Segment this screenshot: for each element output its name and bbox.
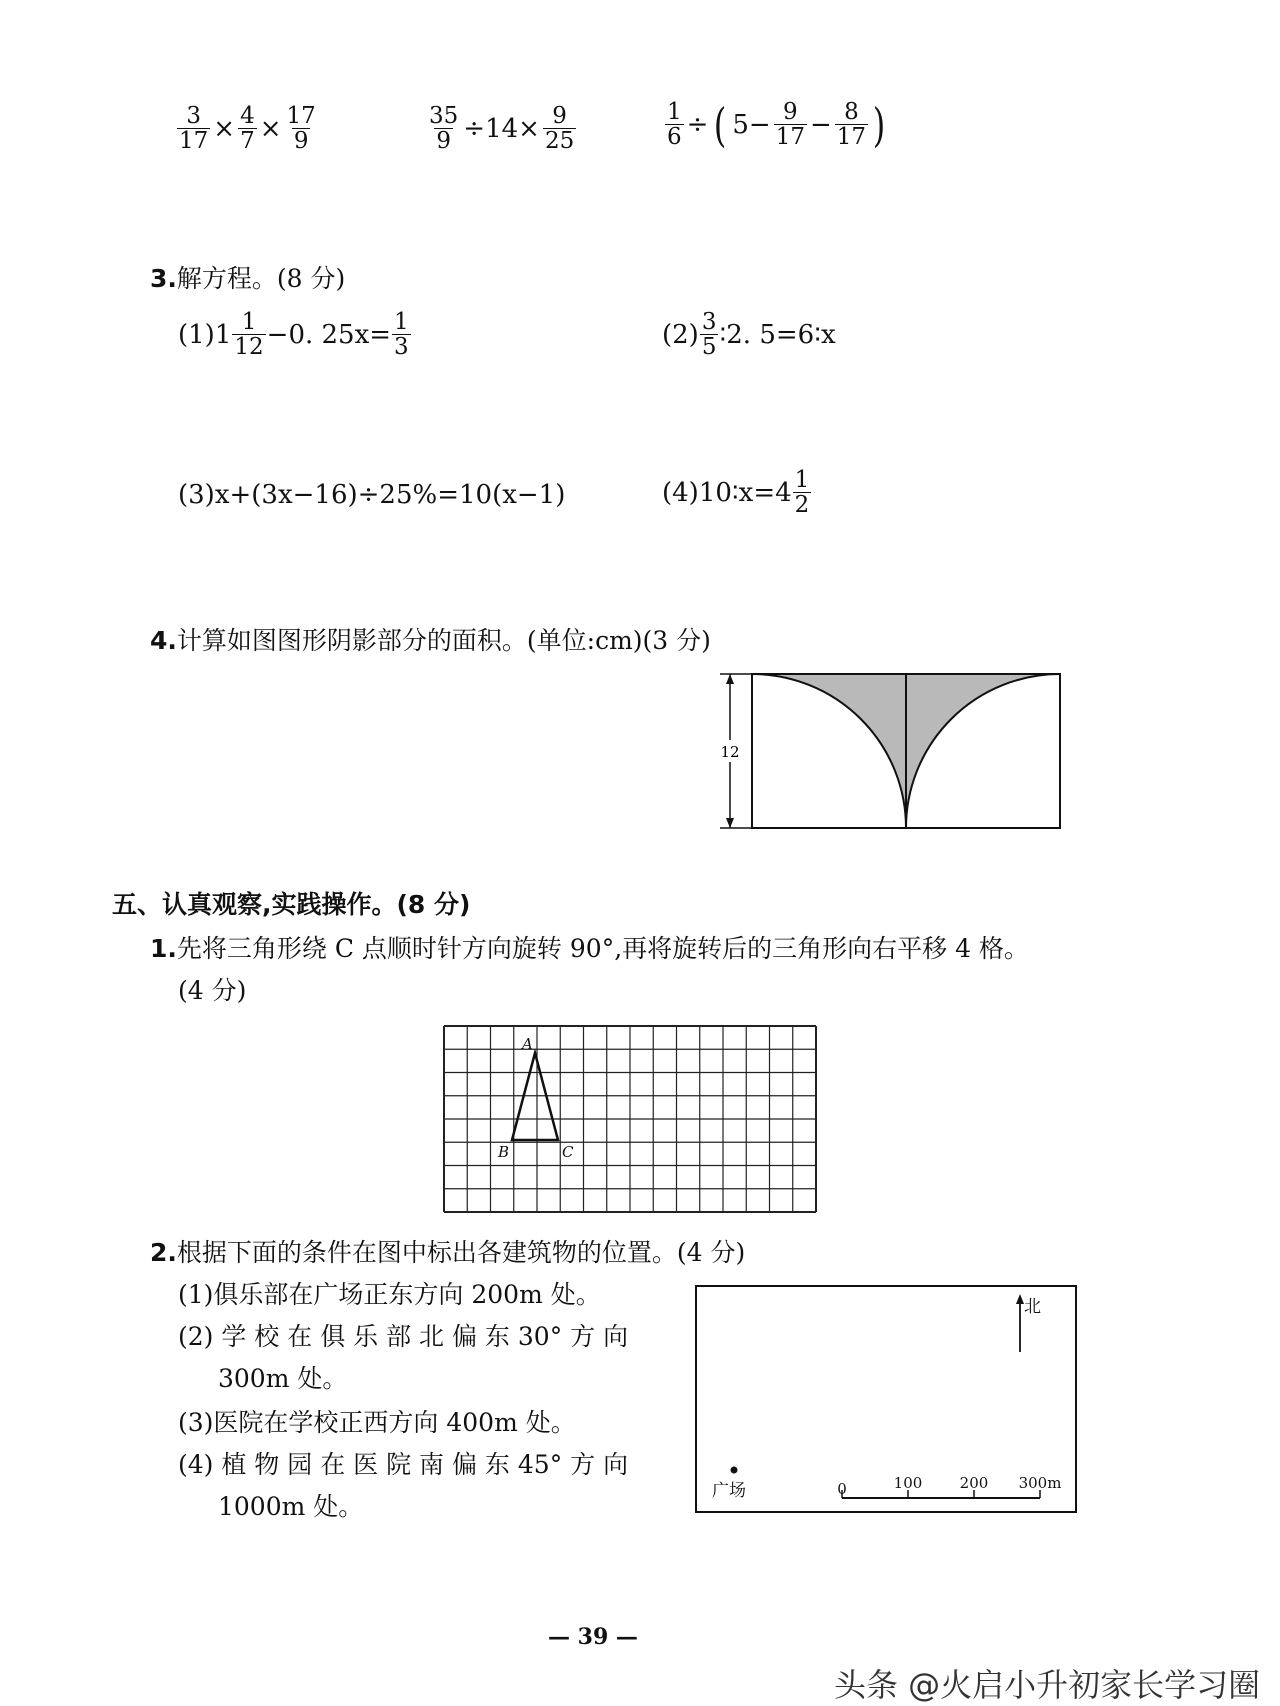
question-number: 1. [150, 934, 177, 963]
page-number: — 39 — [548, 1624, 638, 1650]
numerator: 4 [240, 103, 255, 129]
equation-text: (3)x+(3x−16)÷25%=10(x−1) [178, 480, 566, 510]
fraction [177, 104, 210, 153]
plaza-label: 广场 [712, 1481, 746, 1501]
denominator: 7 [240, 128, 255, 155]
fraction [285, 104, 318, 153]
question-number: 3. [150, 264, 177, 293]
calc-expression-1 [176, 104, 319, 153]
denominator: 12 [234, 334, 264, 361]
shaded-area-figure [700, 660, 1070, 830]
operator: × [213, 113, 236, 144]
question-3-heading [150, 266, 345, 291]
grid-lines [444, 1026, 816, 1212]
shaded-region [752, 674, 906, 828]
fraction [665, 100, 684, 149]
equation-2 [662, 310, 836, 359]
numerator: 1 [794, 467, 810, 493]
fraction [392, 310, 411, 359]
north-label: 北 [1024, 1297, 1041, 1317]
condition-1: (1)俱乐部在广场正东方向 200m 处。 [178, 1280, 601, 1309]
equation-prefix: (1)1 [178, 319, 232, 350]
arrow-head-icon [726, 818, 734, 828]
denominator: 9 [436, 128, 451, 155]
section-5-q2-heading [150, 1240, 745, 1265]
equation-prefix: (4)10∶x=4 [662, 477, 792, 508]
watermark: 头条 @火启小升初家长学习圈 [834, 1666, 1261, 1704]
numerator: 1 [394, 309, 409, 335]
plaza-point [731, 1467, 738, 1474]
numerator: 35 [429, 103, 459, 129]
numerator: 3 [701, 309, 717, 335]
fraction [793, 468, 812, 517]
denominator: 5 [701, 334, 717, 361]
condition-2: (2) 学 校 在 俱 乐 部 北 偏 东 30° 方 向 [178, 1322, 629, 1351]
operator: − [810, 109, 832, 140]
condition-4-cont: 1000m 处。 [218, 1492, 364, 1521]
condition-2-cont: 300m 处。 [218, 1364, 348, 1393]
question-title: 解方程。(8 分) [176, 264, 346, 293]
equation-1 [178, 310, 412, 359]
numerator: 9 [783, 99, 798, 125]
section-5-title [112, 892, 470, 917]
map-figure [694, 1284, 1078, 1514]
question-title: 计算如图图形阴影部分的面积。(单位:cm)(3 分) [176, 626, 711, 655]
vertex-label-b: B [498, 1143, 510, 1161]
question-number: 4. [150, 626, 177, 655]
operator: ÷14× [463, 113, 540, 144]
denominator: 17 [836, 124, 867, 151]
scale-label-100: 100 [893, 1474, 923, 1492]
condition-3: (3)医院在学校正西方向 400m 处。 [178, 1408, 576, 1437]
section-5-q1-score: (4 分) [178, 976, 247, 1005]
section-title: 五、认真观察,实践操作。(8 分) [112, 890, 471, 919]
numerator: 3 [186, 103, 201, 129]
denominator: 3 [394, 334, 409, 361]
fraction [700, 310, 719, 359]
fraction [427, 104, 460, 153]
operator: ÷ [686, 109, 709, 140]
arrow-head-icon [726, 674, 734, 684]
denominator: 17 [775, 124, 805, 151]
question-number: 2. [150, 1238, 177, 1267]
scale-label-0: 0 [837, 1480, 847, 1498]
fraction [232, 310, 265, 359]
denominator: 25 [544, 128, 575, 155]
fraction [543, 104, 576, 153]
equation-3 [178, 480, 565, 510]
triangle-abc [512, 1053, 558, 1140]
fraction [835, 100, 868, 149]
question-4-heading [150, 628, 711, 653]
fraction [774, 100, 807, 149]
calc-expression-2 [426, 104, 577, 153]
scale-label-300m: 300m [1018, 1474, 1062, 1492]
shaded-region [906, 674, 1060, 828]
vertex-label-c: C [562, 1143, 574, 1161]
numerator: 1 [667, 99, 682, 125]
denominator: 17 [179, 128, 209, 155]
question-text: 先将三角形绕 C 点顺时针方向旋转 90°,再将旋转后的三角形向右平移 4 格。 [176, 934, 1029, 963]
numerator: 8 [844, 99, 859, 125]
operand: 5− [732, 109, 771, 140]
numerator: 17 [286, 103, 316, 129]
equation-prefix: (2) [662, 319, 699, 350]
denominator: 2 [794, 492, 810, 519]
fraction [238, 104, 257, 153]
equation-middle: −0. 25x= [266, 319, 392, 350]
left-paren: ( [714, 97, 727, 152]
numerator: 1 [241, 309, 257, 335]
grid-figure [442, 1024, 818, 1214]
equation-rest: ∶2. 5=6∶x [719, 319, 836, 350]
dimension-label: 12 [720, 743, 740, 761]
question-title: 根据下面的条件在图中标出各建筑物的位置。(4 分) [176, 1238, 746, 1267]
right-paren: ) [872, 97, 886, 152]
calc-expression-3 [664, 97, 889, 152]
equation-4 [662, 468, 812, 517]
numerator: 9 [552, 103, 567, 129]
operator: × [259, 113, 282, 144]
condition-4: (4) 植 物 园 在 医 院 南 偏 东 45° 方 向 [178, 1450, 629, 1479]
denominator: 9 [293, 128, 309, 155]
section-5-q1 [150, 936, 1029, 961]
vertex-label-a: A [522, 1035, 533, 1053]
denominator: 6 [667, 124, 682, 151]
scale-label-200: 200 [959, 1474, 989, 1492]
